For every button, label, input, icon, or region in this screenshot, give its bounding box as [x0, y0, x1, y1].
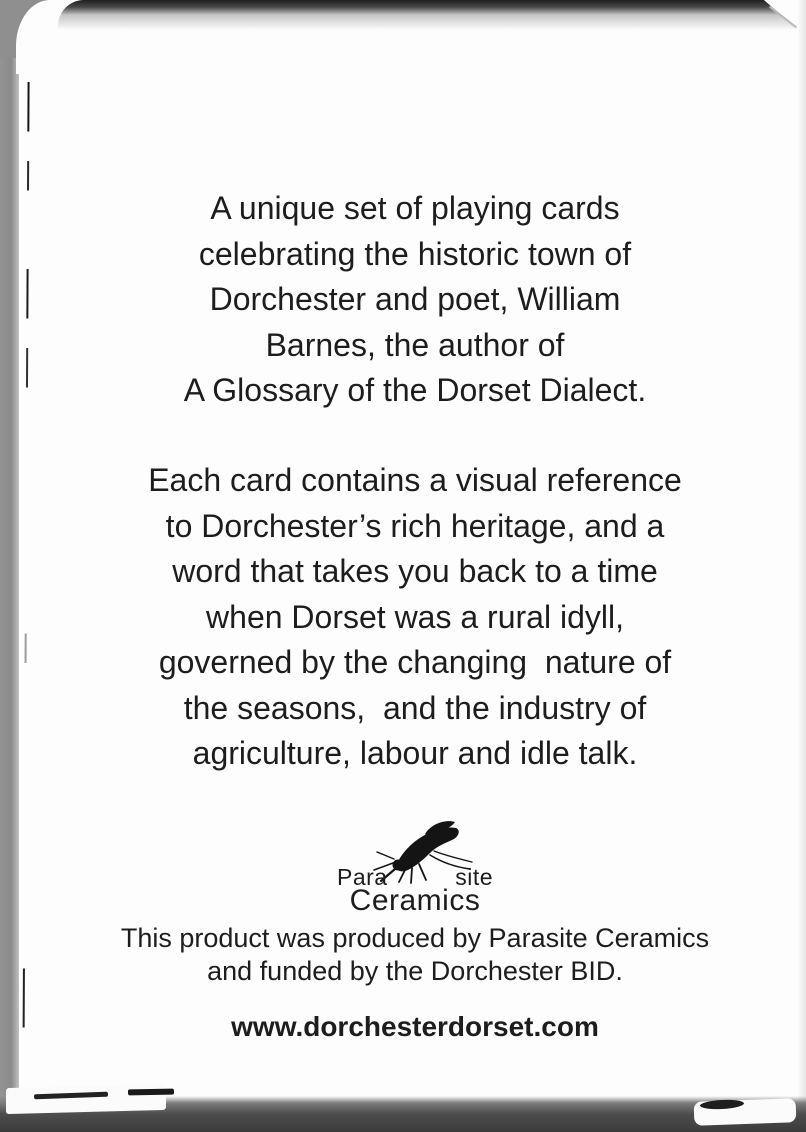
text-line: to Dorchester’s rich heritage, and a — [165, 507, 665, 544]
website-url: www.dorchesterdorset.com — [231, 1011, 599, 1042]
intro-paragraph — [26, 186, 804, 414]
text-line: when Dorset was a rural idyll, — [206, 598, 624, 635]
logo-word-para: Para — [337, 864, 388, 890]
logo-word-site: site — [455, 864, 493, 890]
text-line: Barnes, the author of — [265, 326, 565, 363]
text-line: A unique set of playing cards — [210, 190, 620, 226]
text-line: celebrating the historic town of — [198, 235, 632, 272]
card-back-content — [26, 0, 804, 1132]
credit-text — [26, 922, 804, 988]
text-line: the seasons, and the industry of — [183, 689, 647, 726]
text-line: word that takes you back to a time — [172, 553, 658, 589]
scanner-background-strip — [0, 0, 19, 1132]
text-line: This product was produced by Parasite Ceramics — [120, 923, 710, 953]
text-line: Each card contains a visual reference — [148, 462, 682, 498]
text-line: and funded by the Dorchester BID. — [207, 956, 623, 986]
text-line: Dorchester and poet, William — [209, 281, 621, 317]
parasite-ceramics-logo — [26, 818, 804, 918]
text-line: A Glossary of the Dorset Dialect. — [183, 372, 647, 408]
text-line: agriculture, labour and idle talk. — [192, 735, 638, 771]
description-paragraph — [26, 458, 804, 777]
logo-word-ceramics: Ceramics — [349, 884, 481, 917]
text-line: governed by the changing nature of — [158, 644, 672, 680]
